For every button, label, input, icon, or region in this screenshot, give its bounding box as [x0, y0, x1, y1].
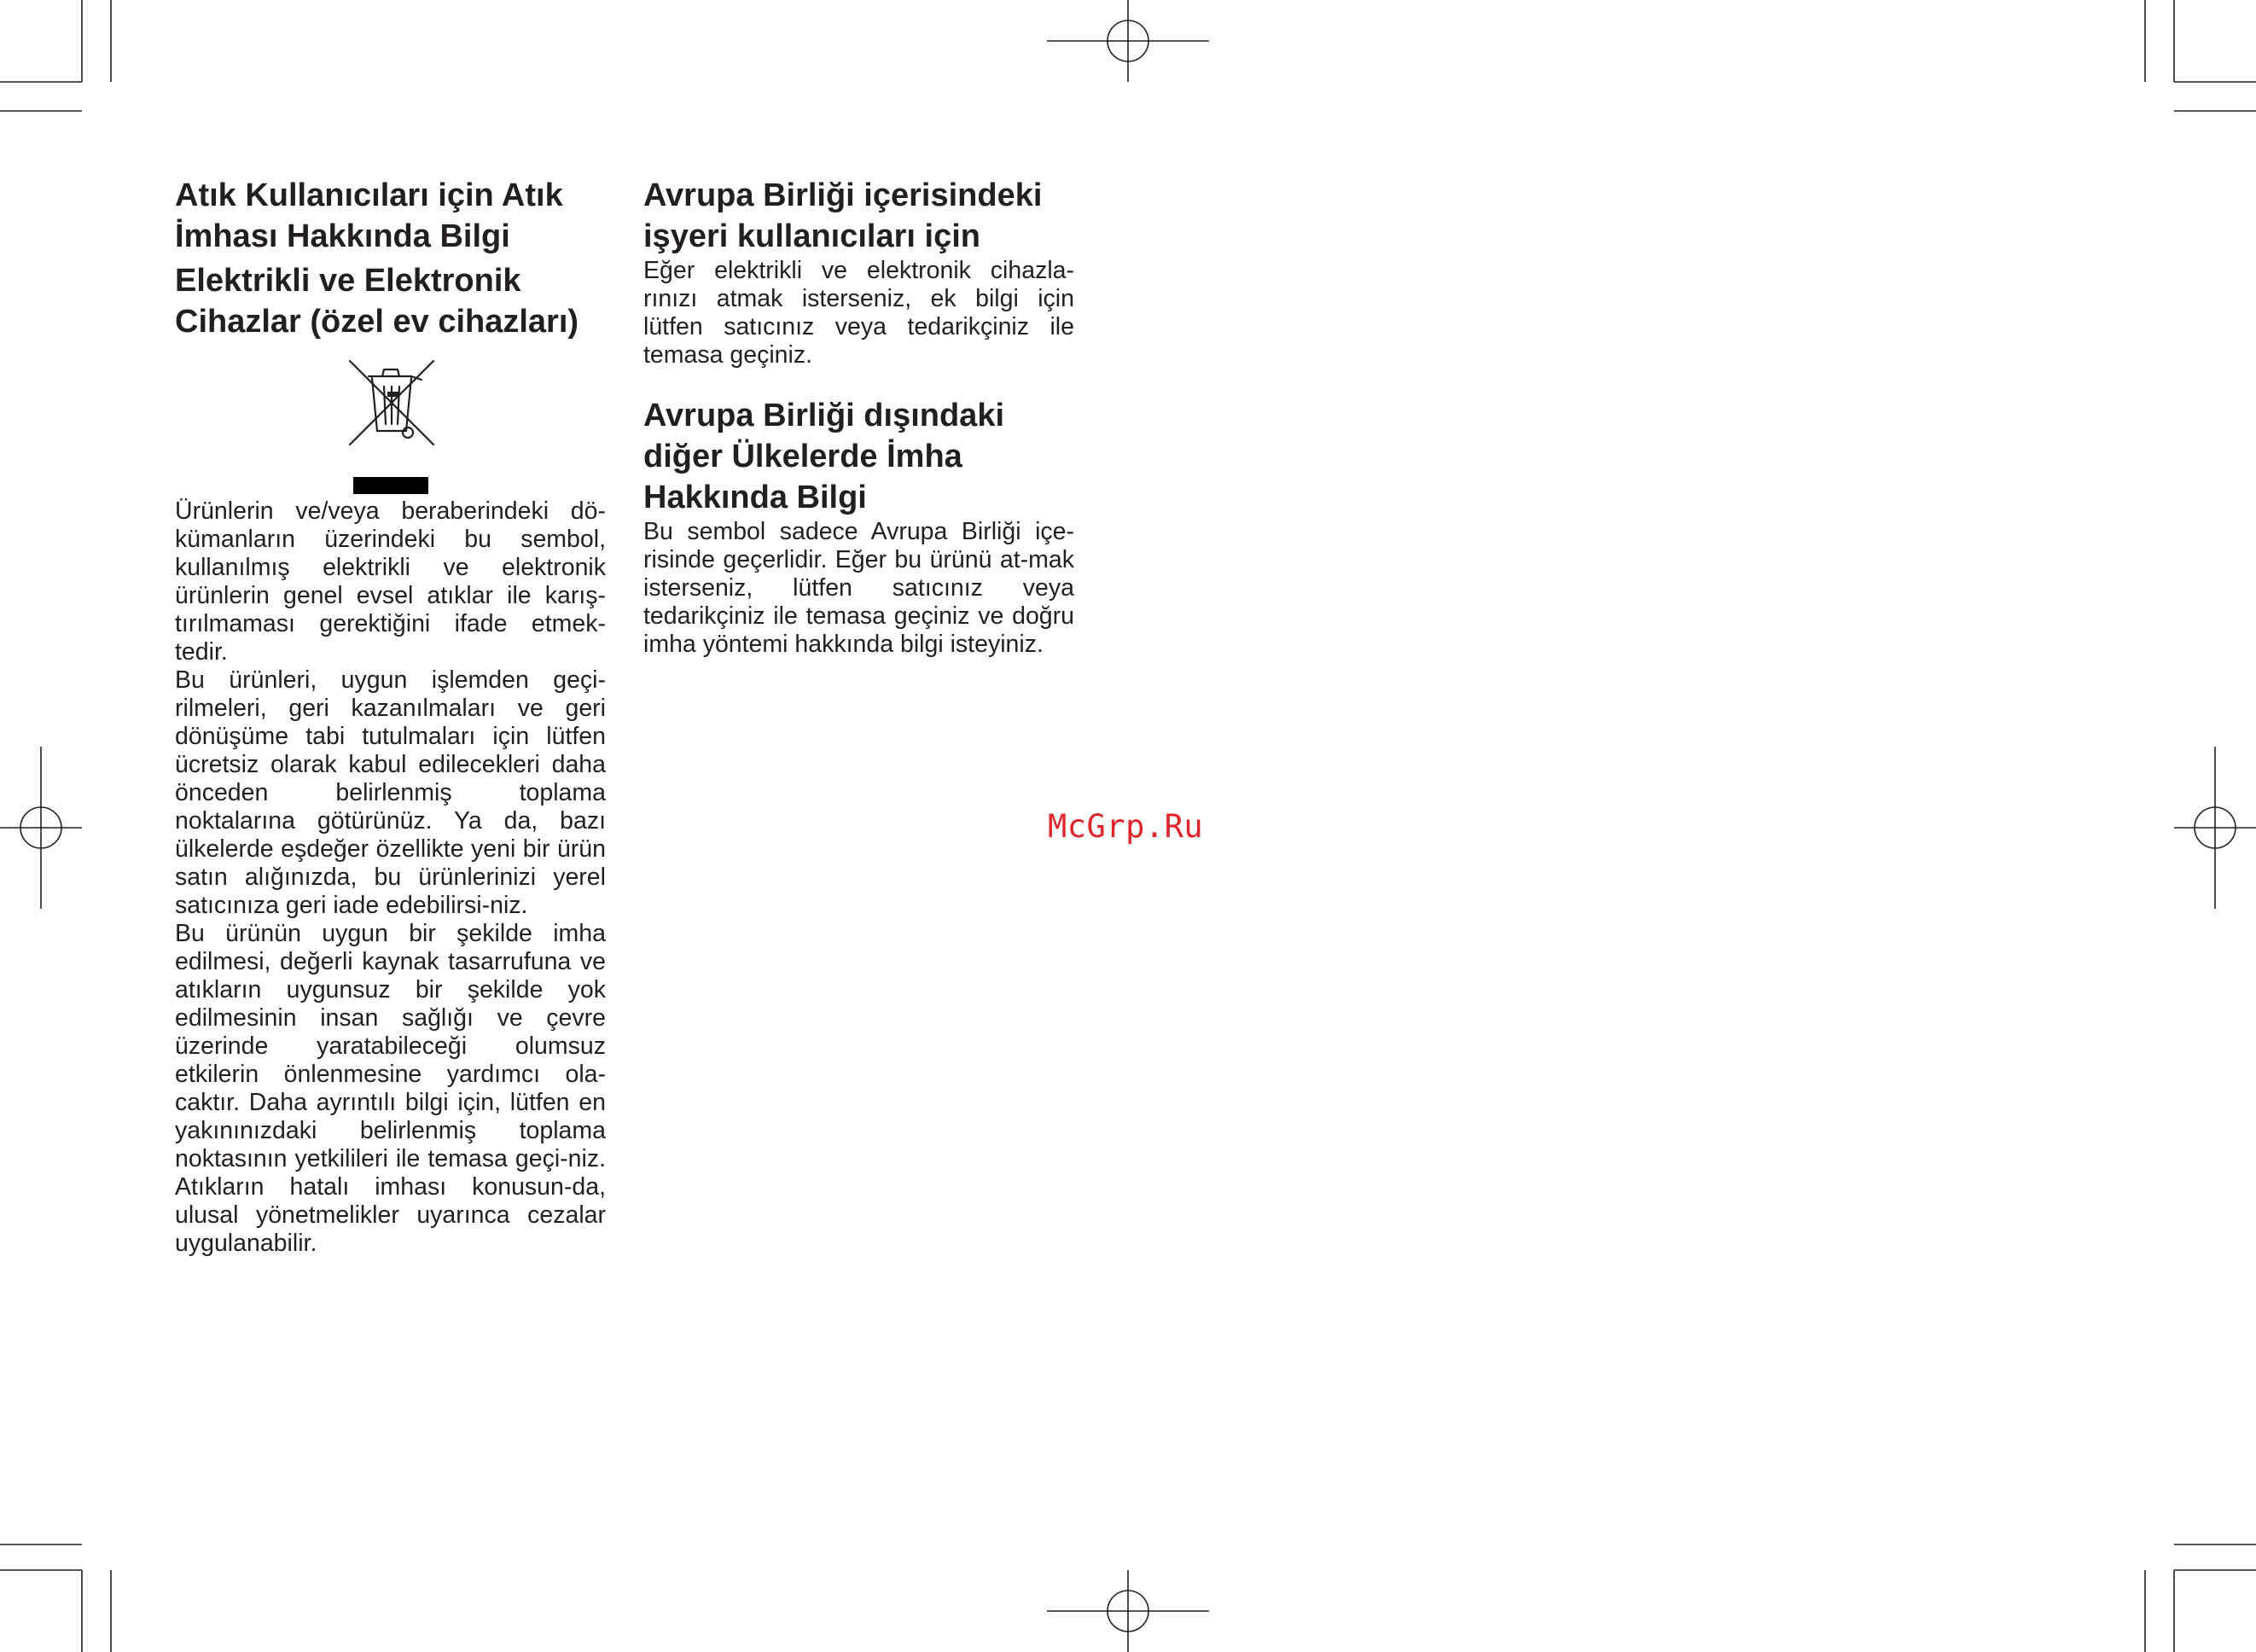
crossed-out-wheelie-bin-icon [346, 358, 437, 448]
disposal-heading: Atık Kullanıcıları için Atık İmhası Hakkında Bilgi [175, 177, 563, 254]
outside-eu-heading: Avrupa Birliği dışındaki diğer Ülkelerde İmha Hakkında Bilgi [643, 398, 1005, 515]
eu-business-users-text: Eğer elektrikli ve elektronik cihazla-rınızı atmak isterseniz, ek bilgi için lütfen satıcınız veya tedarikçiniz ile temasa geçiniz. [643, 257, 1074, 369]
collection-points-paragraph: Bu ürünleri, uygun işlemden geçi-rilmeleri, geri kazanılmaları ve geri dönüşüme tabi tutulmaları için lütfen ücretsiz olarak kabul edilecekleri daha önceden belirlenmiş toplama noktalarına götürünüz. Ya da, bazı ülkelerde eşdeğer özellikte yeni bir ürün satın alığınızda, bu ürünlerinizi yerel satıcınıza geri iade edebilirsi-niz. [175, 666, 606, 919]
weee-symbol [175, 358, 606, 494]
appliances-subheading: Elektrikli ve Elektronik Cihazlar (özel ev cihazları) [175, 263, 579, 340]
proper-disposal-paragraph: Bu ürünün uygun bir şekilde imha edilmesi, değerli kaynak tasarrufuna ve atıkların uygunsuz bir şekilde yok edilmesinin insan sağlığı ve çevre üzerinde yaratabileceği olumsuz etkilerin önlenmesine yardımcı ola-caktır. Daha ayrıntılı bilgi için, lütfen en yakınınızdaki belirlenmiş toplama noktasının yetkilileri ile temasa geçi-niz. Atıkların hatalı imhası konusun-da, ulusal yönetmelikler uyarınca cezalar uygulanabilir. [175, 920, 606, 1257]
symbol-meaning-paragraph: Ürünlerin ve/veya beraberindeki dö-kümanların üzerindeki bu sembol, kullanılmış elektrikli ve elektronik ürünlerin genel evsel atıklar ile karış-tırılmaması gerektiğini ifade etmek-tedir. [175, 497, 606, 666]
site-watermark: McGrp.Ru [1048, 808, 1204, 845]
right-column [643, 175, 1074, 659]
outside-eu-text: Bu sembol sadece Avrupa Birliği içe-risinde geçerlidir. Eğer bu ürünü at-mak isterseniz, lütfen satıcınız veya tedarikçiniz ile temasa geçiniz ve doğru imha yöntemi hakkında bilgi isteyiniz. [643, 518, 1074, 658]
eu-business-users-heading: Avrupa Birliği içerisindeki işyeri kullanıcıları için [643, 177, 1043, 254]
left-column [175, 175, 606, 1258]
weee-solid-bar [353, 477, 428, 494]
